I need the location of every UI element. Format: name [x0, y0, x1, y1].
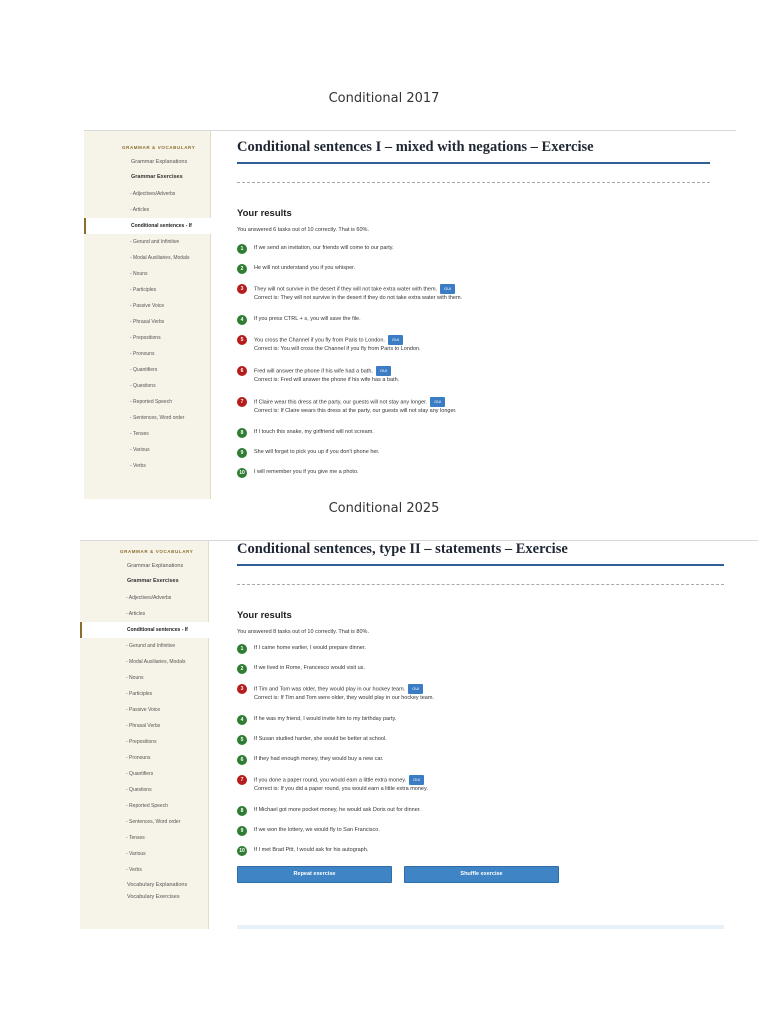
correct-number-icon: 8 — [237, 428, 247, 438]
sidebar-item[interactable]: - Pronouns — [126, 755, 151, 761]
screenshot-2025 — [80, 540, 758, 929]
sidebar-grammar-explanations[interactable]: Grammar Explanations — [127, 563, 184, 569]
sidebar-item[interactable]: - Questions — [126, 787, 152, 793]
answer-item — [237, 806, 724, 817]
results-heading: Your results — [237, 208, 292, 219]
sidebar-item[interactable]: - Participles — [126, 691, 153, 697]
answer-sentence: If we lived in Rome, Francesco would visit us. — [254, 665, 365, 671]
answer-sentence: If Susan studied harder, she would be better at school. — [254, 736, 387, 742]
sidebar-item[interactable]: - Sentences, Word order — [130, 415, 185, 421]
answer-correction: Correct is: If Tim and Tom were older, they would play in our hockey team. — [254, 695, 434, 701]
sidebar-item[interactable]: - Modal Auxiliaries, Modals — [130, 255, 190, 261]
answer-item — [237, 448, 710, 459]
answer-item — [237, 644, 724, 655]
answer-item — [237, 684, 724, 702]
answer-sentence: If you press CTRL + s, you will save the file. — [254, 316, 361, 322]
sidebar-list — [80, 590, 208, 878]
answer-item — [237, 244, 710, 255]
correct-number-icon: 4 — [237, 715, 247, 725]
answer-correction: Correct is: You will cross the Channel if you fly from Paris to London. — [254, 346, 421, 352]
answer-sentence: If Michael got more pocket money, he would ask Doris out for dinner. — [254, 807, 421, 813]
answer-correction: Correct is: If you did a paper round, you would earn a little extra money. — [254, 786, 428, 792]
sidebar-item[interactable]: - Tenses — [126, 835, 145, 841]
correct-number-icon: 10 — [237, 468, 247, 478]
gui-badge[interactable]: GUI — [440, 284, 455, 294]
answer-sentence: If you done a paper round, you would earn a little extra money. — [254, 777, 407, 784]
screenshot-2017 — [84, 130, 736, 499]
answer-correction: Correct is: They will not survive in the desert if they do not take extra water with them. — [254, 295, 463, 301]
answer-item — [237, 755, 724, 766]
gui-badge[interactable]: GUI — [409, 775, 424, 785]
page-title: Conditional sentences I – mixed with negations – Exercise — [237, 131, 710, 164]
answer-item — [237, 315, 710, 326]
sidebar-header: GRAMMAR & VOCABULARY — [122, 145, 196, 150]
answer-correction: Correct is: Fred will answer the phone if his wife has a bath. — [254, 377, 400, 383]
correct-number-icon: 10 — [237, 846, 247, 856]
sidebar-item[interactable]: - Nouns — [130, 271, 148, 277]
sidebar-item[interactable]: - Participles — [130, 287, 157, 293]
sidebar-grammar-explanations[interactable]: Grammar Explanations — [131, 159, 188, 165]
sidebar — [84, 131, 211, 499]
sidebar — [80, 541, 209, 929]
sidebar-item[interactable]: - Verbs — [126, 867, 142, 873]
answer-item — [237, 335, 710, 353]
answer-list — [237, 244, 710, 479]
sidebar-item[interactable]: - Passive Voice — [126, 707, 161, 713]
sidebar-vocab-explanations[interactable]: Vocabulary Explanations — [127, 882, 188, 888]
answer-item — [237, 468, 710, 479]
gui-badge[interactable]: GUI — [376, 366, 391, 376]
answer-sentence: She will forget to pick you up if you don't phone her. — [254, 449, 380, 455]
sidebar-item[interactable]: - Reported Speech — [126, 803, 168, 809]
answer-item — [237, 715, 724, 726]
repeat-exercise-button[interactable]: Repeat exercise — [237, 866, 392, 883]
gui-badge[interactable]: GUI — [408, 684, 423, 694]
sidebar-item[interactable]: - Quantifiers — [130, 367, 158, 373]
caption-2025: Conditional 2025 — [328, 501, 440, 516]
wrong-number-icon: 7 — [237, 775, 247, 785]
answer-correction: Correct is: If Claire wears this dress at the party, our guests will not stay any longer. — [254, 408, 457, 414]
answer-sentence: If I met Brad Pitt, I would ask for his autograph. — [254, 847, 369, 853]
sidebar-item-conditional[interactable]: Conditional sentences - If — [84, 218, 222, 234]
gui-badge[interactable]: GUI — [430, 397, 445, 407]
exercise-main — [237, 131, 710, 499]
exercise-main — [237, 541, 724, 929]
button-row — [237, 866, 724, 883]
answer-sentence: They will not survive in the desert if they will not take extra water with them. — [254, 286, 438, 293]
divider — [237, 584, 724, 585]
shuffle-exercise-button[interactable]: Shuffle exercise — [404, 866, 559, 883]
answer-sentence: Fred will answer the phone if his wife had a bath. — [254, 368, 373, 375]
answer-sentence: If I touch this snake, my girlfriend will not scream. — [254, 429, 374, 435]
sidebar-item[interactable]: - Phrasal Verbs — [126, 723, 161, 729]
caption-2017: Conditional 2017 — [328, 91, 440, 106]
answer-sentence: If Claire wear this dress at the party, our guests will not stay any longer. — [254, 399, 428, 406]
sidebar-item-conditional[interactable]: Conditional sentences - If — [80, 622, 220, 638]
sidebar-vocab-exercises[interactable]: Vocabulary Exercises — [127, 894, 180, 900]
sidebar-item[interactable]: - Adjectives/Adverbs — [130, 191, 176, 197]
gui-badge[interactable]: GUI — [388, 335, 403, 345]
correct-number-icon: 8 — [237, 806, 247, 816]
correct-number-icon: 4 — [237, 315, 247, 325]
correct-number-icon: 6 — [237, 755, 247, 765]
answer-item — [237, 428, 710, 439]
sidebar-item[interactable]: - Phrasal Verbs — [130, 319, 165, 325]
answer-item — [237, 775, 724, 793]
sidebar-item[interactable]: - Passive Voice — [130, 303, 165, 309]
sidebar-item[interactable]: - Gerund and Infinitive — [130, 239, 180, 245]
answer-sentence: He will not understand you if you whisper. — [254, 265, 356, 271]
sidebar-item[interactable]: - Nouns — [126, 675, 144, 681]
answer-sentence: If they had enough money, they would buy a new car. — [254, 756, 384, 762]
answer-item — [237, 846, 724, 857]
sidebar-item[interactable]: - Tenses — [130, 431, 149, 437]
answer-item — [237, 826, 724, 837]
sidebar-item[interactable]: - Various — [130, 447, 150, 453]
wrong-number-icon: 7 — [237, 397, 247, 407]
results-heading: Your results — [237, 610, 292, 621]
wrong-number-icon: 5 — [237, 335, 247, 345]
bottom-band — [237, 925, 724, 929]
sidebar-item[interactable]: - Adjectives/Adverbs — [126, 595, 172, 601]
sidebar-item[interactable]: - Modal Auxiliaries, Modals — [126, 659, 186, 665]
answer-sentence: I will remember you if you give me a photo. — [254, 469, 359, 475]
answer-item — [237, 664, 724, 675]
sidebar-item[interactable]: - Articles — [126, 611, 146, 617]
answer-item — [237, 284, 710, 302]
answer-item — [237, 735, 724, 746]
sidebar-item[interactable]: - Reported Speech — [130, 399, 172, 405]
answer-sentence: If I came home earlier, I would prepare dinner. — [254, 645, 366, 651]
correct-number-icon: 1 — [237, 244, 247, 254]
sidebar-item[interactable]: - Sentences, Word order — [126, 819, 181, 825]
results-summary: You answered 8 tasks out of 10 correctly. That is 80%. — [237, 629, 369, 635]
answer-list — [237, 644, 724, 857]
page-title: Conditional sentences, type II – statements – Exercise — [237, 541, 724, 566]
answer-sentence: If Tim and Tom was older, they would play in our hockey team. — [254, 686, 406, 693]
correct-number-icon: 5 — [237, 735, 247, 745]
wrong-number-icon: 6 — [237, 366, 247, 376]
wrong-number-icon: 3 — [237, 284, 247, 294]
answer-item — [237, 366, 710, 384]
sidebar-item[interactable]: - Pronouns — [130, 351, 155, 357]
correct-number-icon: 2 — [237, 664, 247, 674]
sidebar-list — [84, 186, 210, 474]
sidebar-item[interactable]: - Various — [126, 851, 146, 857]
sidebar-item[interactable]: - Gerund and Infinitive — [126, 643, 176, 649]
sidebar-grammar-exercises[interactable]: Grammar Exercises — [131, 174, 183, 180]
answer-sentence: If we won the lottery, we would fly to San Francisco. — [254, 827, 380, 833]
answer-item — [237, 397, 710, 415]
results-summary: You answered 6 tasks out of 10 correctly. That is 60%. — [237, 227, 369, 233]
answer-sentence: You cross the Channel if you fly from Paris to London. — [254, 337, 385, 344]
divider — [237, 182, 710, 183]
correct-number-icon: 9 — [237, 448, 247, 458]
sidebar-item[interactable]: - Quantifiers — [126, 771, 154, 777]
answer-sentence: If we send an invitation, our friends will come to our party. — [254, 245, 394, 251]
correct-number-icon: 9 — [237, 826, 247, 836]
wrong-number-icon: 3 — [237, 684, 247, 694]
correct-number-icon: 1 — [237, 644, 247, 654]
sidebar-item[interactable]: - Articles — [130, 207, 150, 213]
correct-number-icon: 2 — [237, 264, 247, 274]
sidebar-item[interactable]: - Prepositions — [126, 739, 157, 745]
answer-sentence: If he was my friend, I would invite him to my birthday party. — [254, 716, 397, 722]
sidebar-item[interactable]: - Prepositions — [130, 335, 161, 341]
sidebar-item[interactable]: - Questions — [130, 383, 156, 389]
sidebar-header: GRAMMAR & VOCABULARY — [120, 549, 194, 554]
sidebar-item[interactable]: - Verbs — [130, 463, 146, 469]
answer-item — [237, 264, 710, 275]
sidebar-grammar-exercises[interactable]: Grammar Exercises — [127, 578, 179, 584]
